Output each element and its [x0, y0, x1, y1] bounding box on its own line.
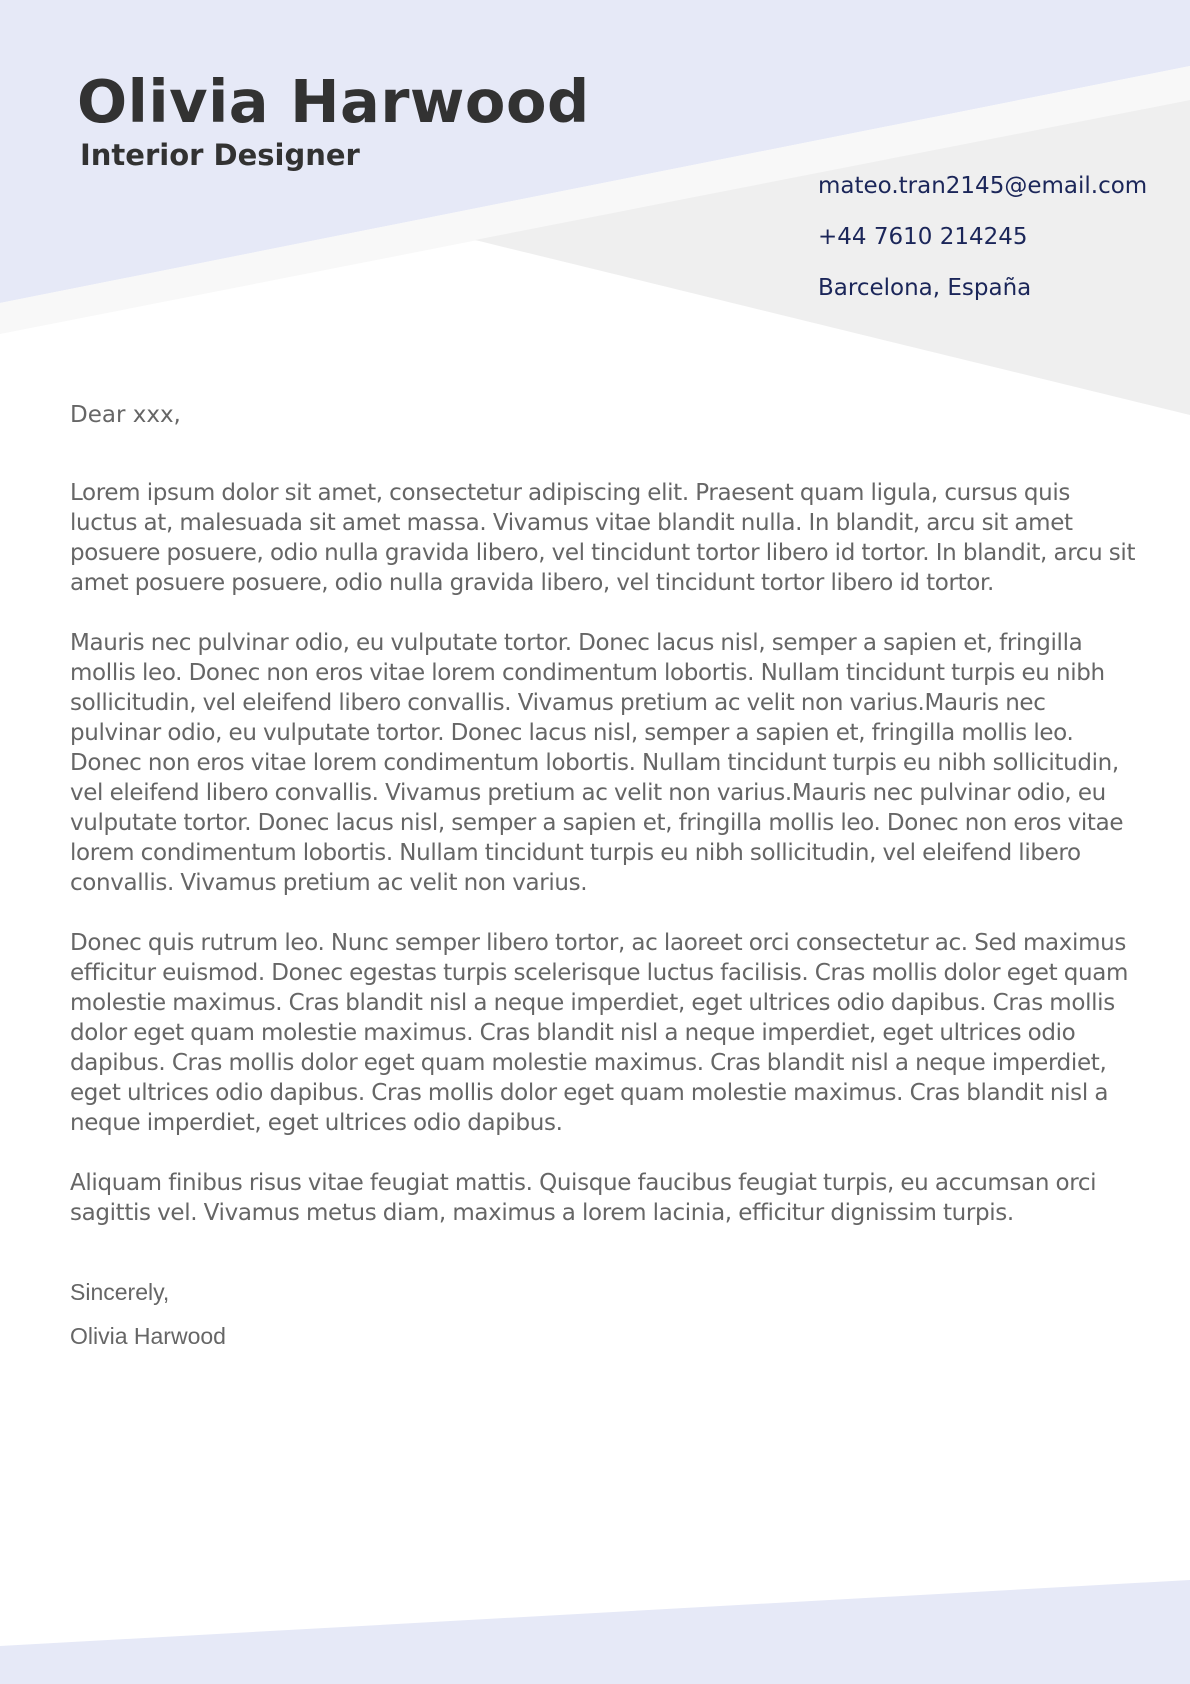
contact-block	[818, 170, 1147, 323]
letter-body	[70, 400, 1140, 1258]
applicant-name: Olivia Harwood	[77, 67, 590, 136]
contact-location: Barcelona, España	[818, 275, 1032, 301]
closing-phrase: Sincerely,	[70, 1279, 170, 1305]
salutation: Dear xxx,	[70, 402, 181, 428]
paragraph-3: Donec quis rutrum leo. Nunc semper libero tortor, ac laoreet orci consectetur ac. Sed maximus efficitur euismod. Donec egestas turpis scelerisque luctus facilisis. Cras mollis dolor eget quam molestie maximus. Cras blandit nisl a neque imperdiet, eget ultrices odio dapibus. Cras mollis dolor eget quam molestie maximus. Cras blandit nisl a neque imperdiet, eget ultrices odio dapibus. Cras mollis dolor eget quam molestie maximus. Cras blandit nisl a neque imperdiet, eget ultrices odio dapibus. Cras mollis dolor eget quam molestie maximus. Cras blandit nisl a neque imperdiet, eget ultrices odio dapibus.	[70, 930, 1128, 1136]
job-title: Interior Designer	[80, 138, 360, 172]
signature-name: Olivia Harwood	[70, 1323, 226, 1349]
footer-lavender-band	[0, 1580, 1190, 1684]
contact-phone: +44 7610 214245	[818, 224, 1028, 250]
paragraph-1: Lorem ipsum dolor sit amet, consectetur adipiscing elit. Praesent quam ligula, cursus quis luctus at, malesuada sit amet massa. Vivamus vitae blandit nulla. In blandit, arcu sit amet posuere posuere, odio nulla gravida libero, vel tincidunt tortor libero id tortor. In blandit, arcu sit amet posuere posuere, odio nulla gravida libero, vel tincidunt tortor libero id tortor.	[70, 480, 1136, 596]
contact-email: mateo.tran2145@email.com	[818, 173, 1148, 199]
paragraph-2: Mauris nec pulvinar odio, eu vulputate tortor. Donec lacus nisl, semper a sapien et, fringilla mollis leo. Donec non eros vitae lorem condimentum lobortis. Nullam tincidunt turpis eu nibh sollicitudin, vel eleifend libero convallis. Vivamus pretium ac velit non varius.Mauris nec pulvinar odio, eu vulputate tortor. Donec lacus nisl, semper a sapien et, fringilla mollis leo. Donec non eros vitae lorem condimentum lobortis. Nullam tincidunt turpis eu nibh sollicitudin, vel eleifend libero convallis. Vivamus pretium ac velit non varius.Mauris nec pulvinar odio, eu vulputate tortor. Donec lacus nisl, semper a sapien et, fringilla mollis leo. Donec non eros vitae lorem condimentum lobortis. Nullam tincidunt turpis eu nibh sollicitudin, vel eleifend libero convallis. Vivamus pretium ac velit non varius.	[70, 630, 1124, 896]
paragraph-4: Aliquam finibus risus vitae feugiat mattis. Quisque faucibus feugiat turpis, eu accumsan orci sagittis vel. Vivamus metus diam, maximus a lorem lacinia, efficitur dignissim turpis.	[70, 1170, 1097, 1226]
letter-closing	[70, 1277, 226, 1365]
